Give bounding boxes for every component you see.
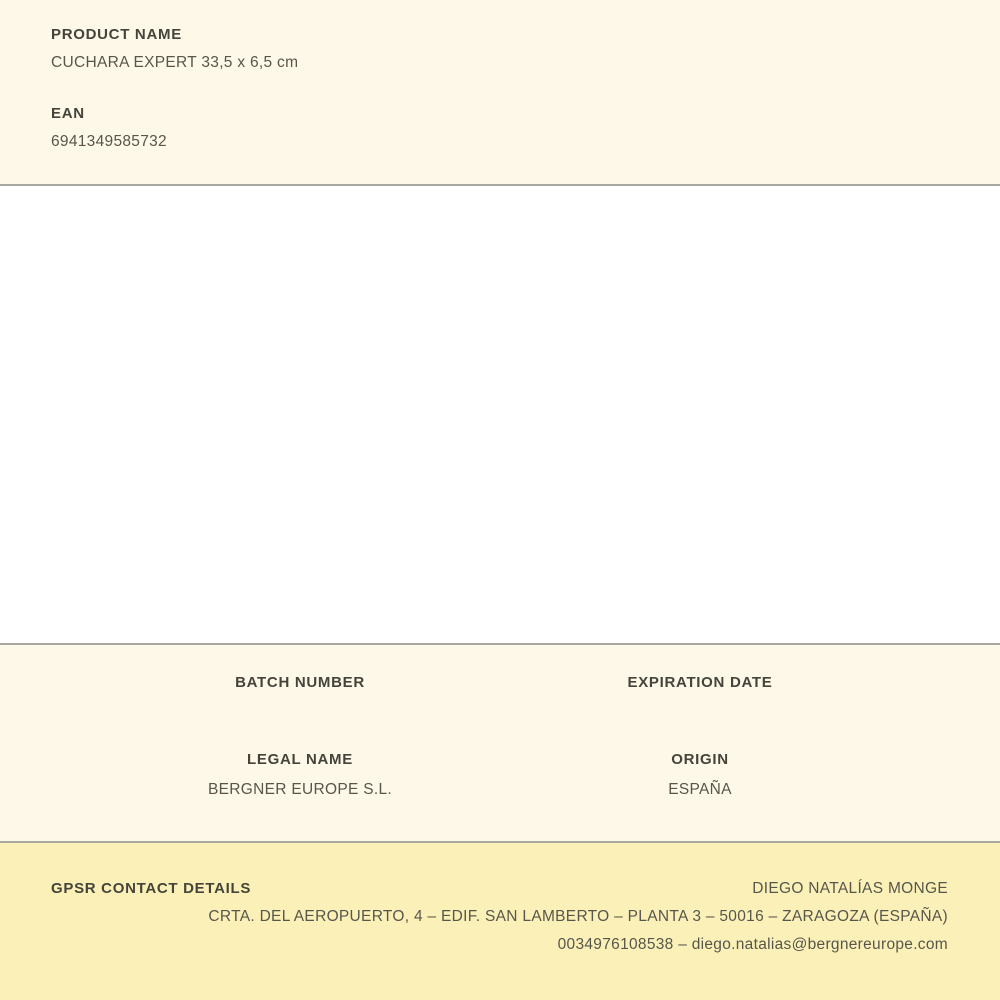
- traceability-section: [0, 645, 1000, 843]
- ean-value: 6941349585732: [51, 133, 167, 150]
- expiration-date-field: [500, 674, 900, 691]
- ean-field: [51, 105, 949, 151]
- product-info-section: [0, 0, 1000, 186]
- origin-label: ORIGIN: [671, 751, 729, 768]
- product-name-value: CUCHARA EXPERT 33,5 x 6,5 cm: [51, 54, 299, 71]
- legal-name-field: [100, 751, 500, 799]
- origin-field: [500, 751, 900, 799]
- gpsr-heading: GPSR CONTACT DETAILS: [51, 880, 252, 897]
- gpsr-contact-section: [0, 843, 1000, 1000]
- legal-name-value: BERGNER EUROPE S.L.: [208, 781, 392, 798]
- ean-label: EAN: [51, 105, 85, 122]
- product-image-area: [0, 186, 1000, 645]
- legal-name-label: LEGAL NAME: [247, 751, 353, 768]
- gpsr-contact-name: DIEGO NATALÍAS MONGE: [752, 880, 948, 897]
- batch-expiration-row: [100, 674, 900, 691]
- gpsr-heading-row: [51, 879, 948, 907]
- batch-number-label: BATCH NUMBER: [235, 674, 365, 691]
- product-name-label: PRODUCT NAME: [51, 26, 182, 43]
- batch-number-field: [100, 674, 500, 691]
- origin-value: ESPAÑA: [668, 781, 732, 798]
- gpsr-phone-email-line: 0034976108538 – diego.natalias@bergnereurope.com: [557, 936, 948, 953]
- gpsr-address-line: CRTA. DEL AEROPUERTO, 4 – EDIF. SAN LAMBERTO – PLANTA 3 – 50016 – ZARAGOZA (ESPAÑA): [208, 908, 948, 925]
- expiration-date-label: EXPIRATION DATE: [627, 674, 773, 691]
- legal-origin-row: [100, 751, 900, 799]
- product-name-field: [51, 26, 949, 72]
